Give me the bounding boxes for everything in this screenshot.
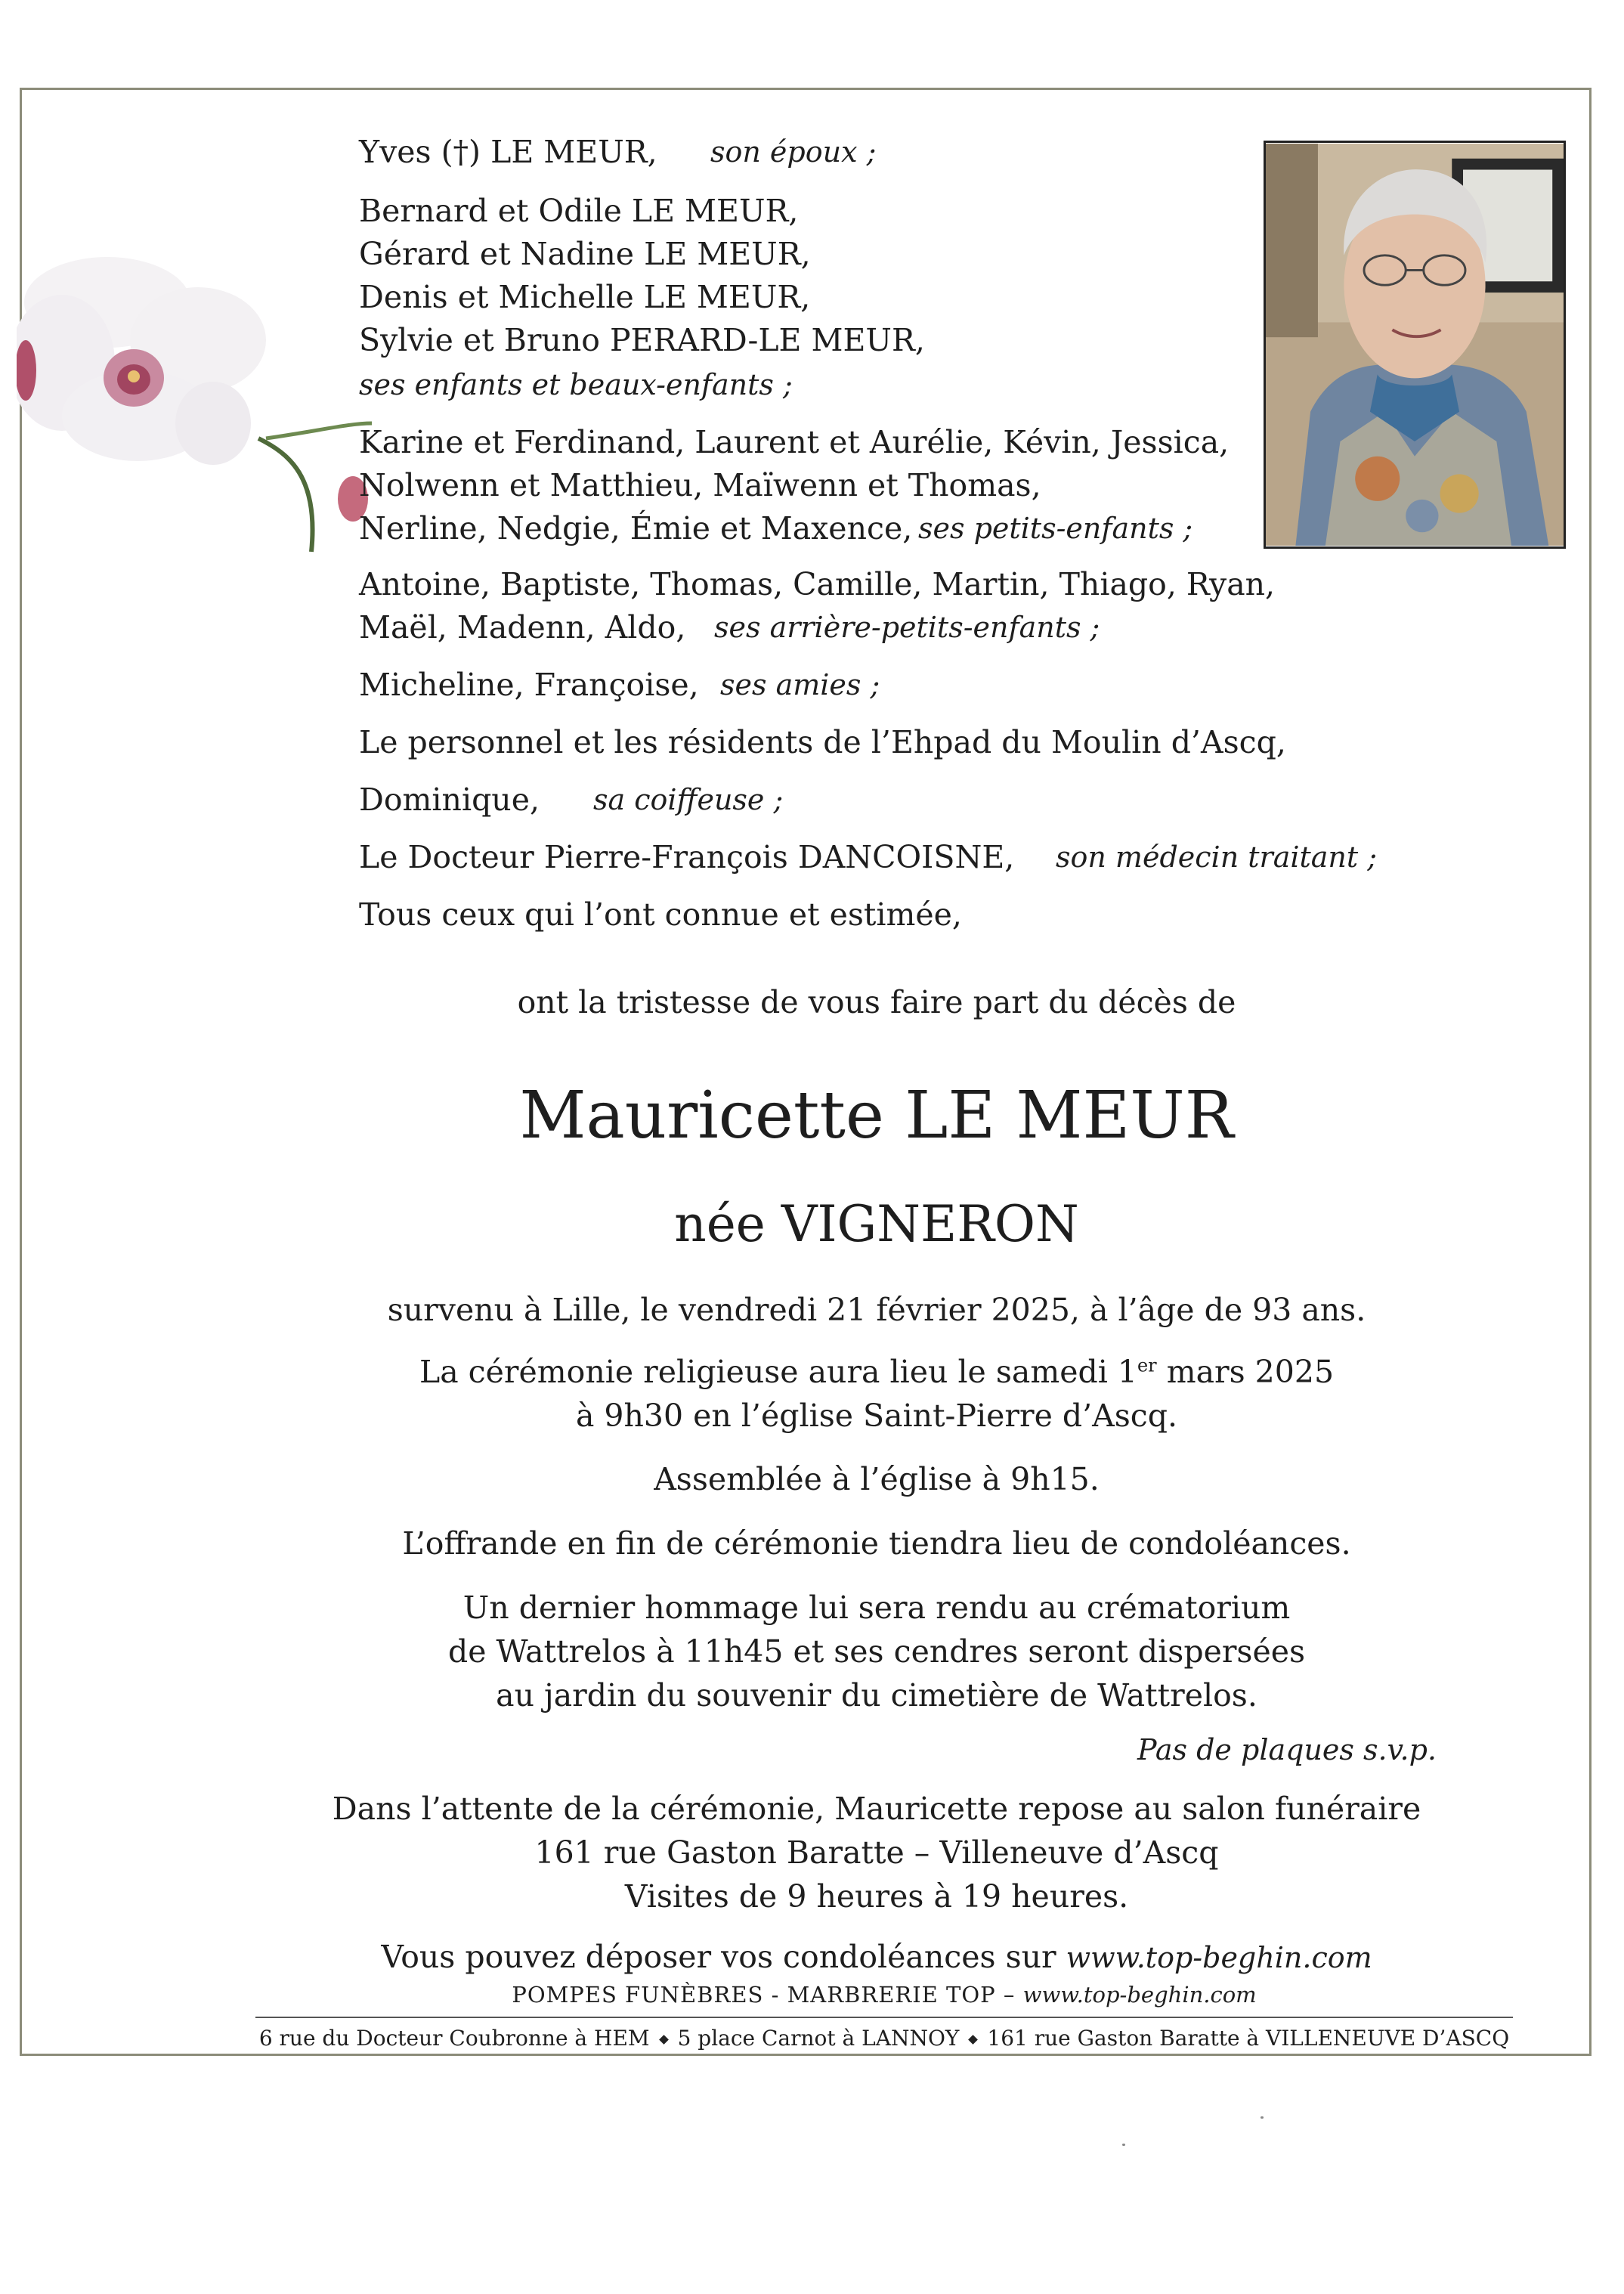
friends-line <box>359 666 880 704</box>
assembly-line: Assemblée à l’église à 9h15. <box>654 1461 1100 1497</box>
company-name: POMPES FUNÈBRES - MARBRERIE TOP – <box>512 1982 1023 2008</box>
tribute-line: au jardin du souvenir du cimetière de Wattrelos. <box>496 1677 1257 1714</box>
condolences-text: Vous pouvez déposer vos condoléances sur <box>381 1939 1066 1975</box>
company-site-link[interactable]: www.top-beghin.com <box>1022 1982 1257 2008</box>
company-addresses <box>257 2026 1511 2051</box>
diamond-separator-icon <box>969 2035 979 2045</box>
announce-text: ont la tristesse de vous faire part du décès de <box>517 984 1236 1020</box>
condolences-site-link[interactable]: www.top-beghin.com <box>1066 1941 1372 1974</box>
tribute-line: de Wattrelos à 11h45 et ses cendres seront dispersées <box>447 1633 1306 1670</box>
hairdresser-role: sa coiffeuse ; <box>593 783 784 816</box>
address: 6 rue du Docteur Coubronne à HEM <box>258 2026 650 2051</box>
ceremony-text-a: La cérémonie religieuse aura lieu le samedi 1 <box>419 1354 1137 1390</box>
no-plaques-note: Pas de plaques s.v.p. <box>1137 1733 1437 1766</box>
ceremony-text-b: mars 2025 <box>1156 1354 1335 1390</box>
address: 5 place Carnot à LANNOY <box>677 2026 960 2051</box>
great-grandchild-line-last <box>359 608 1100 646</box>
tribute-line: Un dernier hommage lui sera rendu au crématorium <box>462 1590 1291 1626</box>
spouse-line <box>359 133 877 171</box>
doctor-role: son médecin traitant ; <box>1056 841 1378 874</box>
child-line: Sylvie et Bruno PERARD-LE MEUR, <box>359 322 925 358</box>
ceremony-sup: er <box>1137 1354 1157 1376</box>
hairdresser-name: Dominique, <box>359 782 540 818</box>
friends-role: ses amies ; <box>720 668 880 701</box>
hairdresser-line <box>359 781 784 819</box>
spouse-name: Yves (†) LE MEUR, <box>359 134 657 170</box>
footer-divider <box>255 2017 1513 2018</box>
children-role: ses enfants et beaux-enfants ; <box>359 368 793 401</box>
death-line: survenu à Lille, le vendredi 21 février 2025, à l’âge de 93 ans. <box>387 1292 1366 1328</box>
maiden-name: née VIGNERON <box>674 1195 1079 1253</box>
rest-line: Visites de 9 heures à 19 heures. <box>624 1878 1129 1915</box>
rest-line: Dans l’attente de la cérémonie, Mauricette repose au salon funéraire <box>332 1791 1421 1827</box>
rest-line: 161 rue Gaston Baratte – Villeneuve d’Ascq <box>534 1834 1219 1871</box>
grandchild-line-last <box>359 509 1193 547</box>
all-line: Tous ceux qui l’ont connue et estimée, <box>359 896 962 933</box>
child-line: Gérard et Nadine LE MEUR, <box>359 236 811 272</box>
doctor-line <box>359 838 1378 876</box>
great-grandchildren-role: ses arrière-petits-enfants ; <box>714 611 1100 644</box>
address: 161 rue Gaston Baratte à VILLENEUVE D’ASCQ <box>987 2026 1510 2051</box>
ehpad-line: Le personnel et les résidents de l’Ehpad du Moulin d’Ascq, <box>359 724 1286 760</box>
ceremony-line-2: à 9h30 en l’église Saint-Pierre d’Ascq. <box>575 1398 1178 1434</box>
deceased-name: Mauricette LE MEUR <box>519 1078 1234 1153</box>
scan-speck <box>1122 2144 1125 2146</box>
great-grandchild-names: Maël, Madenn, Aldo, <box>359 609 686 645</box>
child-line: Denis et Michelle LE MEUR, <box>359 279 811 315</box>
grandchild-names: Nerline, Nedgie, Émie et Maxence, <box>359 510 913 546</box>
diamond-separator-icon <box>659 2035 669 2045</box>
spouse-role: son époux ; <box>710 135 877 169</box>
offering-line: L’offrande en fin de cérémonie tiendra lieu de condoléances. <box>402 1525 1351 1562</box>
orchid-decoration <box>17 249 372 567</box>
grandchild-line: Nolwenn et Matthieu, Maïwenn et Thomas, <box>359 467 1041 503</box>
portrait-photo <box>1264 141 1566 549</box>
great-grandchild-line: Antoine, Baptiste, Thomas, Camille, Martin, Thiago, Ryan, <box>359 566 1276 602</box>
condolences-line <box>227 1935 1527 1980</box>
grandchildren-role: ses petits-enfants ; <box>918 512 1193 545</box>
grandchild-line: Karine et Ferdinand, Laurent et Aurélie, Kévin, Jessica, <box>359 424 1230 460</box>
friends-names: Micheline, Françoise, <box>359 667 699 703</box>
child-line: Bernard et Odile LE MEUR, <box>359 193 799 229</box>
ceremony-line-1 <box>227 1350 1527 1394</box>
funeral-company <box>257 1982 1511 2008</box>
doctor-name: Le Docteur Pierre-François DANCOISNE, <box>359 839 1015 875</box>
scan-speck <box>1261 2116 1264 2119</box>
